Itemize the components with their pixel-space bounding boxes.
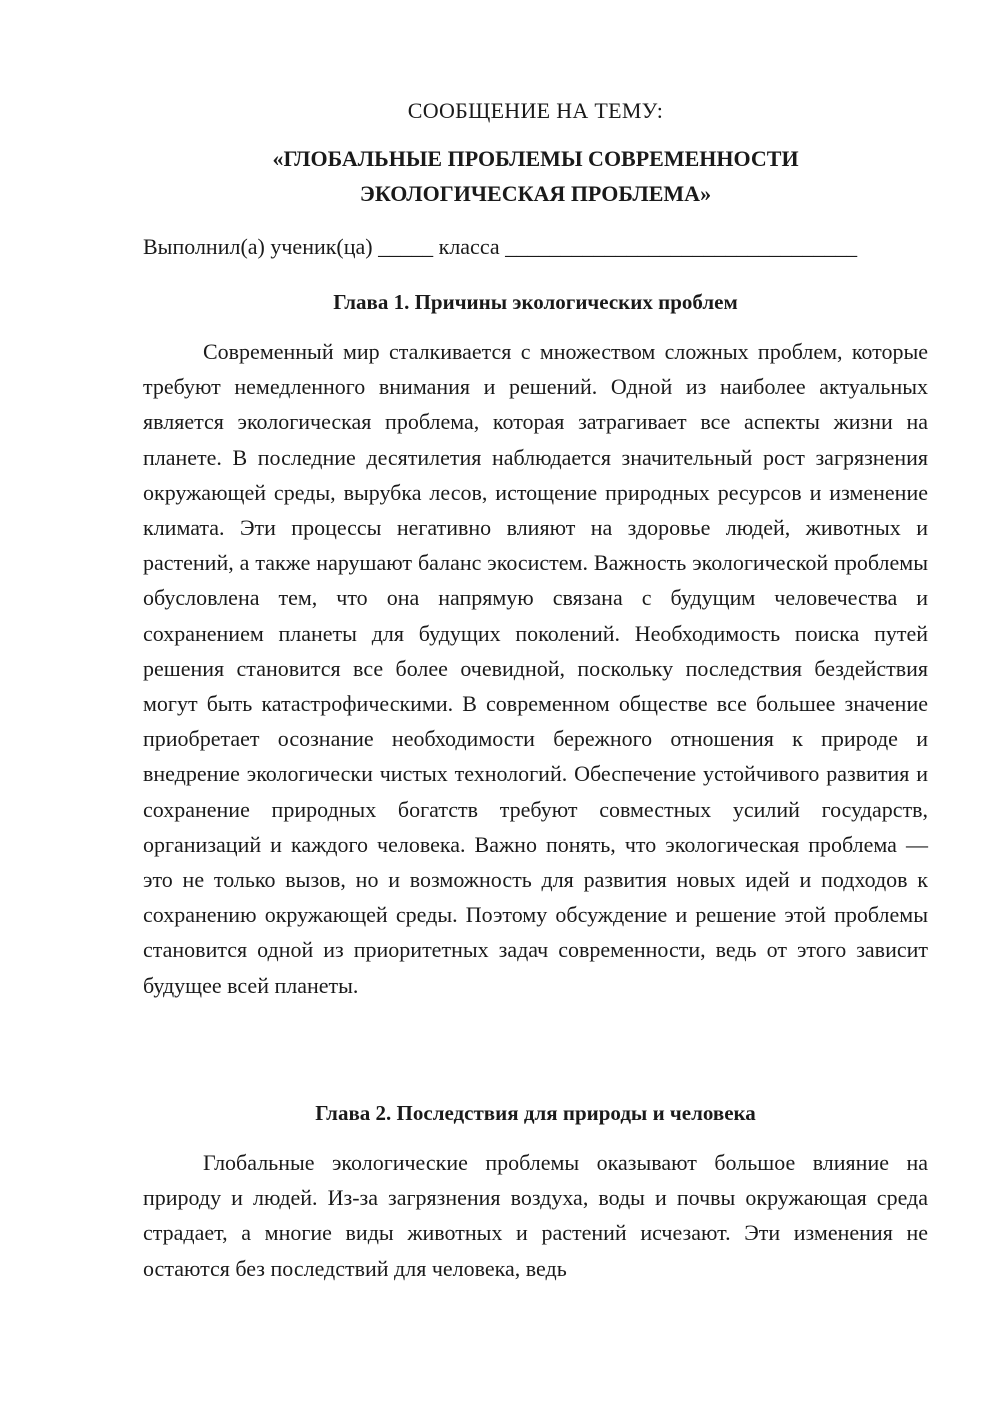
grade-blank: _____ (378, 234, 434, 259)
name-blank: ________________________________ (505, 234, 858, 259)
chapter-2-paragraph: Глобальные экологические проблемы оказывают большое влияние на природу и людей. Из-за загрязнения воздуха, воды и почвы окружающая среда страдает, а многие виды животных и растений исчезают. Эти изменения не остаются без последствий для человека, ведь (143, 1150, 928, 1281)
class-label: класса (438, 234, 500, 259)
title-line-1: «ГЛОБАЛЬНЫЕ ПРОБЛЕМЫ СОВРЕМЕННОСТИ (272, 146, 799, 171)
chapter-2-heading: Глава 2. Последствия для природы и человека (315, 1101, 756, 1125)
chapter-1-heading: Глава 1. Причины экологических проблем (333, 290, 738, 314)
title-line-2: ЭКОЛОГИЧЕСКАЯ ПРОБЛЕМА» (359, 181, 712, 206)
chapter-1-paragraph: Современный мир сталкивается с множеством сложных проблем, которые требуют немедленного внимания и решений. Одной из наиболее актуальных является экологическая проблема, которая затрагивает все аспекты жизни на планете. В последние десятилетия наблюдается значительный рост загрязнения окружающей среды, вырубка лесов, истощение природных ресурсов и изменение климата. Эти процессы негативно влияют на здоровье людей, животных и растений, а также нарушают баланс экосистем. Важность экологической проблемы обусловлена тем, что она напрямую связана с будущим человечества и сохранением планеты для будущих поколений. Необходимость поиска путей решения становится все более очевидной, поскольку последствия бездействия могут быть катастрофическими. В современном обществе все большее значение приобретает осознание необходимости бережного отношения к природе и внедрение экологически чистых технологий. Обеспечение устойчивого развития и сохранение природных богатств требуют совместных усилий государств, организаций и каждого человека. Важно понять, что экологическая проблема — это не только вызов, но и возможность для развития новых идей и подходов к сохранению окружающей среды. Поэтому обсуждение и решение этой проблемы становится одной из приоритетных задач современности, ведь от этого зависит будущее всей планеты. (143, 339, 928, 998)
author-prefix: Выполнил(а) ученик(ца) (143, 234, 373, 259)
document-subject-line: СООБЩЕНИЕ НА ТЕМУ: (407, 98, 664, 123)
author-line (143, 232, 857, 262)
document-title (143, 141, 928, 211)
